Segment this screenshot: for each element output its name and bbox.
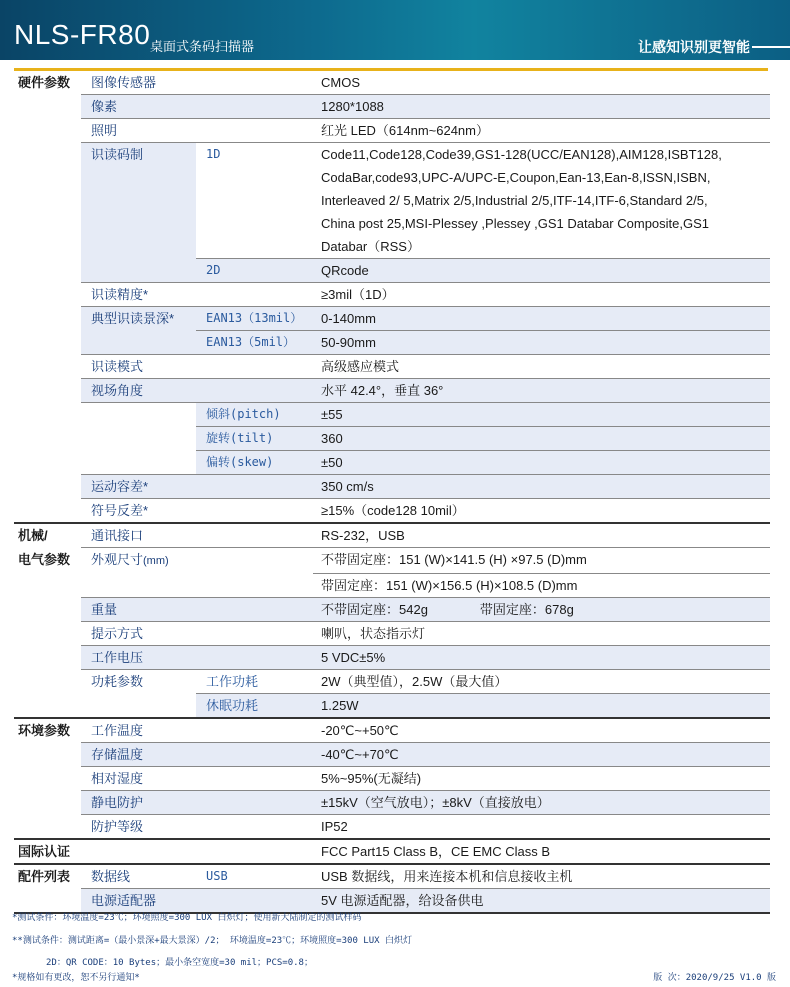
table-row — [14, 864, 770, 889]
spec-value: 喇叭，状态指示灯 — [313, 621, 770, 645]
spec-label: 识读模式 — [81, 355, 196, 379]
table-row — [14, 693, 770, 718]
spec-value: -40℃~+70℃ — [313, 742, 770, 766]
table-row — [14, 718, 770, 743]
spec-value — [313, 597, 770, 621]
spec-value: 2W（典型值），2.5W（最大值） — [313, 669, 770, 693]
spec-value: FCC Part15 Class B，CE EMC Class B — [313, 839, 770, 864]
table-row — [14, 379, 770, 403]
table-row — [14, 814, 770, 839]
spec-value: QRcode — [313, 259, 770, 283]
table-row — [14, 766, 770, 790]
spec-label: 工作温度 — [81, 718, 196, 743]
spec-value: 50-90mm — [313, 331, 770, 355]
weight-with-base: 带固定座：678g — [479, 601, 574, 617]
spec-label: 图像传感器 — [81, 71, 196, 95]
spec-value: 不带固定座：151 (W)×141.5 (H) ×97.5 (D)mm — [313, 548, 770, 574]
spec-value-line: Databar（RSS） — [321, 239, 420, 254]
spec-value-line: China post 25,MSI-Plessey ,Plessey ,GS1 Databar Composite,GS1 — [321, 216, 710, 231]
spec-label: 符号反差* — [81, 499, 196, 524]
spec-sub-label: 休眠功耗 — [196, 693, 313, 718]
spec-sub-label: 1D — [196, 143, 313, 259]
spec-value: -20℃~+50℃ — [313, 718, 770, 743]
page-header — [0, 0, 790, 60]
table-row — [14, 427, 770, 451]
table-row — [14, 403, 770, 427]
spec-sub-label: 倾斜(pitch) — [196, 403, 313, 427]
spec-value-line: Interleaved 2/ 5,Matrix 2/5,Industrial 2/5,ITF-14,ITF-6,Standard 2/5, — [321, 193, 708, 208]
table-row — [14, 259, 770, 283]
spec-value: IP52 — [313, 814, 770, 839]
spec-value: ±15kV（空气放电）；±8kV（直接放电） — [313, 790, 770, 814]
spec-value: 红光 LED（614nm~624nm） — [313, 119, 770, 143]
table-row — [14, 742, 770, 766]
slogan-dash — [752, 46, 790, 48]
spec-label: 重量 — [81, 597, 196, 621]
spec-label: 相对湿度 — [81, 766, 196, 790]
spec-sub-label: 旋转(tilt) — [196, 427, 313, 451]
spec-label: 功耗参数 — [91, 673, 144, 689]
dims-label: 外观尺寸 — [91, 552, 144, 567]
table-row — [14, 573, 770, 597]
spec-value: 350 cm/s — [313, 475, 770, 499]
slogan: 让感知识别更智能 — [638, 39, 750, 55]
spec-label — [81, 548, 196, 574]
dims-unit: (mm) — [143, 555, 169, 567]
category-hardware: 硬件参数 — [18, 75, 71, 90]
spec-label: 工作电压 — [81, 645, 196, 669]
version-note: 版 次：2020/9/25 V1.0 版 — [653, 973, 776, 983]
spec-sub-label: 偏转(skew) — [196, 451, 313, 475]
spec-value: RS-232，USB — [313, 523, 770, 548]
spec-label: 电源适配器 — [81, 888, 196, 913]
spec-sub-label: EAN13（13mil） — [196, 307, 313, 331]
table-row — [14, 523, 770, 548]
spec-label: 像素 — [81, 95, 196, 119]
table-row — [14, 95, 770, 119]
spec-value: ≥15%（code128 10mil） — [313, 499, 770, 524]
spec-value: USB 数据线，用来连接本机和信息接收主机 — [313, 864, 770, 889]
table-row — [14, 597, 770, 621]
table-row — [14, 645, 770, 669]
spec-value: 高级感应模式 — [313, 355, 770, 379]
spec-value: 水平 42.4°，垂直 36° — [313, 379, 770, 403]
table-row — [14, 143, 770, 259]
spec-value: 1.25W — [313, 693, 770, 718]
table-row — [14, 888, 770, 913]
table-row — [14, 331, 770, 355]
table-row — [14, 307, 770, 331]
footnote-2: **测试条件：测试距离=（最小景深+最大景深）/2； 环境温度=23℃；环境照度=300 LUX 白炽灯 — [12, 936, 412, 946]
spec-value: ±55 — [313, 403, 770, 427]
table-row — [14, 355, 770, 379]
model-title: NLS-FR80 — [14, 19, 151, 50]
table-row — [14, 451, 770, 475]
spec-value: 1280*1088 — [313, 95, 770, 119]
spec-value: 0-140mm — [313, 307, 770, 331]
category-env: 环境参数 — [18, 722, 71, 738]
spec-label: 典型识读景深* — [81, 307, 196, 331]
spec-value: 360 — [313, 427, 770, 451]
category-accessories: 配件列表 — [18, 868, 71, 884]
category-mech-1: 机械/ — [18, 528, 48, 543]
spec-value-line: Code11,Code128,Code39,GS1-128(UCC/EAN128),AIM128,ISBT128, — [321, 147, 722, 162]
spec-label: 静电防护 — [81, 790, 196, 814]
footnote-4: *规格如有更改，恕不另行通知* — [12, 973, 140, 983]
spec-label: 存储温度 — [81, 742, 196, 766]
spec-value — [313, 143, 770, 259]
spec-sub-label: 2D — [196, 259, 313, 283]
spec-table — [14, 71, 770, 914]
spec-value-line: CodaBar,code93,UPC-A/UPC-E,Coupon,Ean-13,Ean-8,ISSN,ISBN, — [321, 170, 711, 185]
table-row — [14, 839, 770, 864]
footnote-1: *测试条件：环境温度=23℃；环境照度=300 LUX 白炽灯；使用新大陆制定的测试样码 — [12, 913, 362, 923]
spec-label: 防护等级 — [81, 814, 196, 839]
spec-sub-label: 工作功耗 — [196, 669, 313, 693]
spec-label: 照明 — [81, 119, 196, 143]
spec-label: 识读码制 — [81, 143, 196, 259]
spec-sub-label: USB — [196, 864, 313, 889]
spec-value: ≥3mil（1D） — [313, 283, 770, 307]
spec-label: 通讯接口 — [81, 523, 196, 548]
category-mech-2: 电气参数 — [18, 551, 71, 567]
spec-sub-label: EAN13（5mil） — [196, 331, 313, 355]
spec-value: ±50 — [313, 451, 770, 475]
table-row — [14, 548, 770, 574]
table-row — [14, 499, 770, 524]
spec-label: 识读精度* — [81, 283, 196, 307]
category-cert: 国际认证 — [14, 839, 81, 864]
spec-value: 5 VDC±5% — [313, 645, 770, 669]
table-row — [14, 71, 770, 95]
footnote-3: 2D：QR CODE：10 Bytes；最小条空宽度=30 mil；PCS=0.8； — [46, 958, 313, 968]
spec-value: 带固定座：151 (W)×156.5 (H)×108.5 (D)mm — [313, 573, 770, 597]
spec-label: 运动容差* — [81, 475, 196, 499]
spec-value: 5V 电源适配器，给设备供电 — [313, 888, 770, 913]
spec-value: 5%~95%(无凝结) — [313, 766, 770, 790]
table-row — [14, 790, 770, 814]
spec-label: 提示方式 — [81, 621, 196, 645]
table-row — [14, 669, 770, 693]
table-row — [14, 475, 770, 499]
table-row — [14, 119, 770, 143]
table-row — [14, 283, 770, 307]
spec-label: 数据线 — [81, 864, 196, 889]
weight-no-base: 不带固定座：542g — [321, 601, 428, 617]
spec-label: 视场角度 — [81, 379, 196, 403]
product-subtitle: 桌面式条码扫描器 — [150, 39, 255, 54]
spec-value: CMOS — [313, 71, 770, 95]
table-row — [14, 621, 770, 645]
